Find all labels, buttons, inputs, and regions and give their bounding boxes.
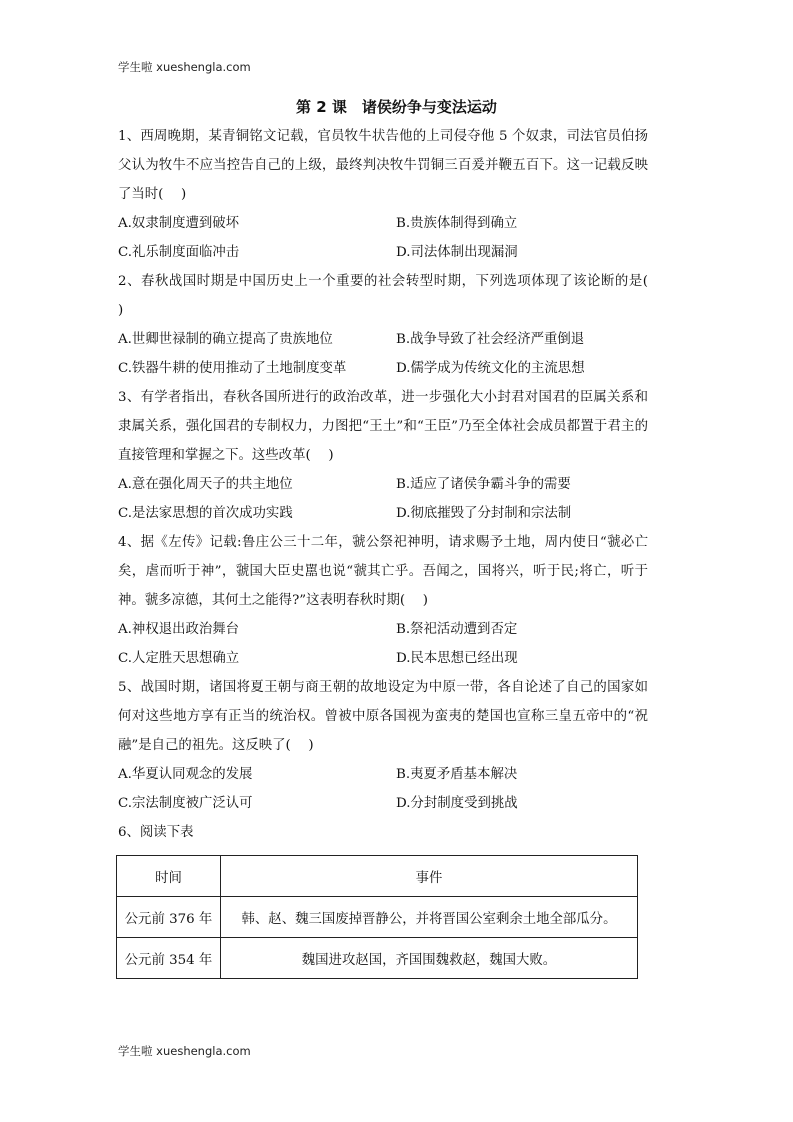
- option-d: D.司法体制出现漏洞: [396, 245, 518, 260]
- option-d: D.儒学成为传统文化的主流思想: [396, 361, 585, 376]
- table-row: [117, 938, 638, 979]
- header-site-label: 学生啦 xueshengla.com: [118, 60, 251, 74]
- table-header-row: [117, 856, 638, 897]
- option-a: A.奴隶制度遭到破坏: [118, 216, 240, 231]
- question-text: 3、有学者指出，春秋各国所进行的政治改革，进一步强化大小封君对国君的臣属关系和隶属关系，强化国君的专制权力，力图把“王土”和“王臣”乃至全体社会成员都置于君主的直接管理和掌握之下。这些改革( ): [118, 390, 648, 463]
- option-list: [118, 209, 648, 267]
- page-title: 第 2 课 诸侯纷争与变法运动: [296, 98, 497, 116]
- question-text: 5、战国时期，诸国将夏王朝与商王朝的故地设定为中原一带，各自论述了自己的国家如何对这些地方享有正当的统治权。曾被中原各国视为蛮夷的楚国也宣称三皇五帝中的“祝融”是自己的祖先。这反映了( ): [118, 680, 648, 753]
- question-2: [118, 267, 666, 383]
- table-cell-time: 公元前 354 年: [117, 938, 221, 979]
- option-list: [118, 615, 648, 673]
- option-a: A.神权退出政治舞台: [118, 622, 240, 637]
- table-row: [117, 897, 638, 938]
- option-b: B.夷夏矛盾基本解决: [396, 767, 518, 782]
- option-c: C.人定胜天思想确立: [118, 651, 240, 666]
- question-list: [118, 122, 666, 979]
- option-b: B.适应了诸侯争霸斗争的需要: [396, 477, 571, 492]
- option-list: [118, 470, 648, 528]
- option-a: A.意在强化周天子的共主地位: [118, 477, 293, 492]
- question-text: 1、西周晚期，某青铜铭文记载，官员牧牛状告他的上司侵夺他 5 个奴隶，司法官员伯扬父认为牧牛不应当控告自己的上级，最终判决牧牛罚铜三百爰并鞭五百下。这一记载反映了当时( ): [118, 129, 648, 202]
- option-c: C.礼乐制度面临冲击: [118, 245, 240, 260]
- table-header-time: 时间: [117, 856, 221, 897]
- question-4: [118, 528, 648, 673]
- question-text: 2、春秋战国时期是中国历史上一个重要的社会转型时期，下列选项体现了该论断的是( ): [118, 274, 666, 318]
- footer-site-label: 学生啦 xueshengla.com: [118, 1044, 251, 1058]
- option-d: D.分封制度受到挑战: [396, 796, 518, 811]
- question-1: [118, 122, 648, 267]
- question-text: 6、阅读下表: [118, 825, 194, 840]
- option-b: B.贵族体制得到确立: [396, 216, 518, 231]
- option-list: [118, 325, 648, 383]
- table-cell-event: 韩、赵、魏三国废掉晋静公，并将晋国公室剩余土地全部瓜分。: [221, 897, 638, 938]
- option-d: D.民本思想已经出现: [396, 651, 518, 666]
- table-cell-event: 魏国进攻赵国，齐国围魏救赵，魏国大败。: [221, 938, 638, 979]
- question-text: 4、据《左传》记载:鲁庄公三十二年，虢公祭祀神明，请求赐予土地，周内使日“虢必亡矣，虐而听于神”，虢国大臣史嚚也说“虢其亡乎。吾闻之，国将兴，听于民;将亡，听于神。虢多凉德，其何土之能得?”这表明春秋时期( ): [118, 535, 648, 608]
- option-b: B.祭祀活动遭到否定: [396, 622, 518, 637]
- option-c: C.宗法制度被广泛认可: [118, 796, 253, 811]
- question-6: [118, 818, 648, 979]
- table-header-event: 事件: [221, 856, 638, 897]
- option-c: C.是法家思想的首次成功实践: [118, 506, 293, 521]
- question-5: [118, 673, 648, 818]
- events-table: [116, 855, 638, 979]
- option-c: C.铁器牛耕的使用推动了土地制度变革: [118, 361, 347, 376]
- table-cell-time: 公元前 376 年: [117, 897, 221, 938]
- option-b: B.战争导致了社会经济严重倒退: [396, 332, 585, 347]
- option-d: D.彻底摧毁了分封制和宗法制: [396, 506, 572, 521]
- option-a: A.世卿世禄制的确立提高了贵族地位: [118, 332, 333, 347]
- question-3: [118, 383, 648, 528]
- option-a: A.华夏认同观念的发展: [118, 767, 253, 782]
- option-list: [118, 760, 648, 818]
